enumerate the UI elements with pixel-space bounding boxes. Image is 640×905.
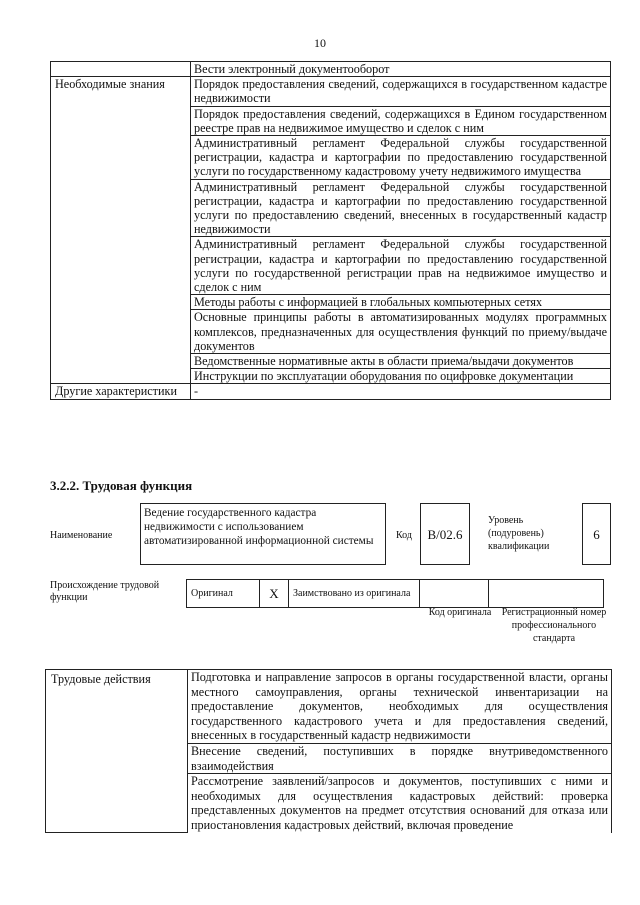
knowledge-label: Необходимые знания [51,77,191,384]
knowledge-cell: Основные принципы работы в автоматизированных модулях программных комплексов, предназначенных для осуществления функций по приему/выдаче документов [191,310,611,354]
origin-label: Происхождение трудовой функции [50,580,160,603]
knowledge-cell: Порядок предоставления сведений, содержащихся в Едином государственном реестре прав на недвижимое имущество и сделок с ним [191,106,611,135]
function-name-box: Ведение государственного кадастра недвижимости с использованием автоматизированной информационной системы [140,503,386,565]
empty-label-cell [51,62,191,77]
original-code-cell [420,580,489,608]
name-label: Наименование [50,530,113,541]
reg-number-caption: Регистрационный номер профессионального стандарта [501,607,607,644]
other-characteristics-value: - [191,384,611,399]
page-number: 10 [314,36,326,50]
table-row [51,77,611,106]
original-code-caption: Код оригинала [428,607,492,618]
action-cell: Подготовка и направление запросов в органы государственной власти, органы местного самоуправления, органы технической инвентаризации на предоставление документов, необходимых для осуществления государственного кадастрового учета и для предоставления сведений, внесенных в государственный кадастр недвижимости [188,670,612,744]
code-label: Код [396,530,412,541]
actions-label: Трудовые действия [46,670,188,833]
action-cell: Внесение сведений, поступивших в порядке внутриведомственного взаимодействия [188,743,612,773]
borrowed-label: Заимствовано из оригинала [289,580,420,608]
knowledge-cell: Методы работы с информацией в глобальных компьютерных сетях [191,295,611,310]
origin-table [186,579,604,608]
knowledge-cell: Административный регламент Федеральной службы государственной регистрации, кадастра и картографии по предоставлению государственной услуги по предоставлению сведений, внесенных в государственный кадастр недвижимости [191,179,611,237]
other-characteristics-label: Другие характеристики [51,384,191,399]
knowledge-cell: Ведомственные нормативные акты в области приема/выдачи документов [191,354,611,369]
action-cell: Рассмотрение заявлений/запросов и документов, поступивших с ними и необходимых для осуществления кадастровых действий: проверка представленных документов на предмет отсутствия оснований для отказа или приостановления кадастровых действий, включая проведение [188,774,612,833]
table-row [187,580,604,608]
knowledge-cell: Административный регламент Федеральной службы государственной регистрации, кадастра и картографии по предоставлению государственной услуги по государственной регистрации прав на недвижимое имущество и сделок с ним [191,237,611,295]
knowledge-cell: Порядок предоставления сведений, содержащихся в государственном кадастре недвижимости [191,77,611,106]
table-row [46,670,612,744]
original-label: Оригинал [187,580,260,608]
knowledge-table [50,61,611,400]
level-label: Уровень (подуровень) квалификации [488,515,550,552]
function-code-box: В/02.6 [420,503,470,565]
section-heading: 3.2.2. Трудовая функция [50,478,193,493]
knowledge-cell: Административный регламент Федеральной службы государственной регистрации, кадастра и картографии по предоставлению государственной услуги по государственному кадастровому учету недвижимого имущества [191,136,611,180]
reg-number-cell [489,580,604,608]
knowledge-cell: Инструкции по эксплуатации оборудования по оцифровке документации [191,369,611,384]
level-value-box: 6 [582,503,611,565]
table-row [51,62,611,77]
original-mark: X [260,580,289,608]
skill-cell: Вести электронный документооборот [191,62,611,77]
table-row [51,384,611,399]
actions-table [45,669,612,833]
